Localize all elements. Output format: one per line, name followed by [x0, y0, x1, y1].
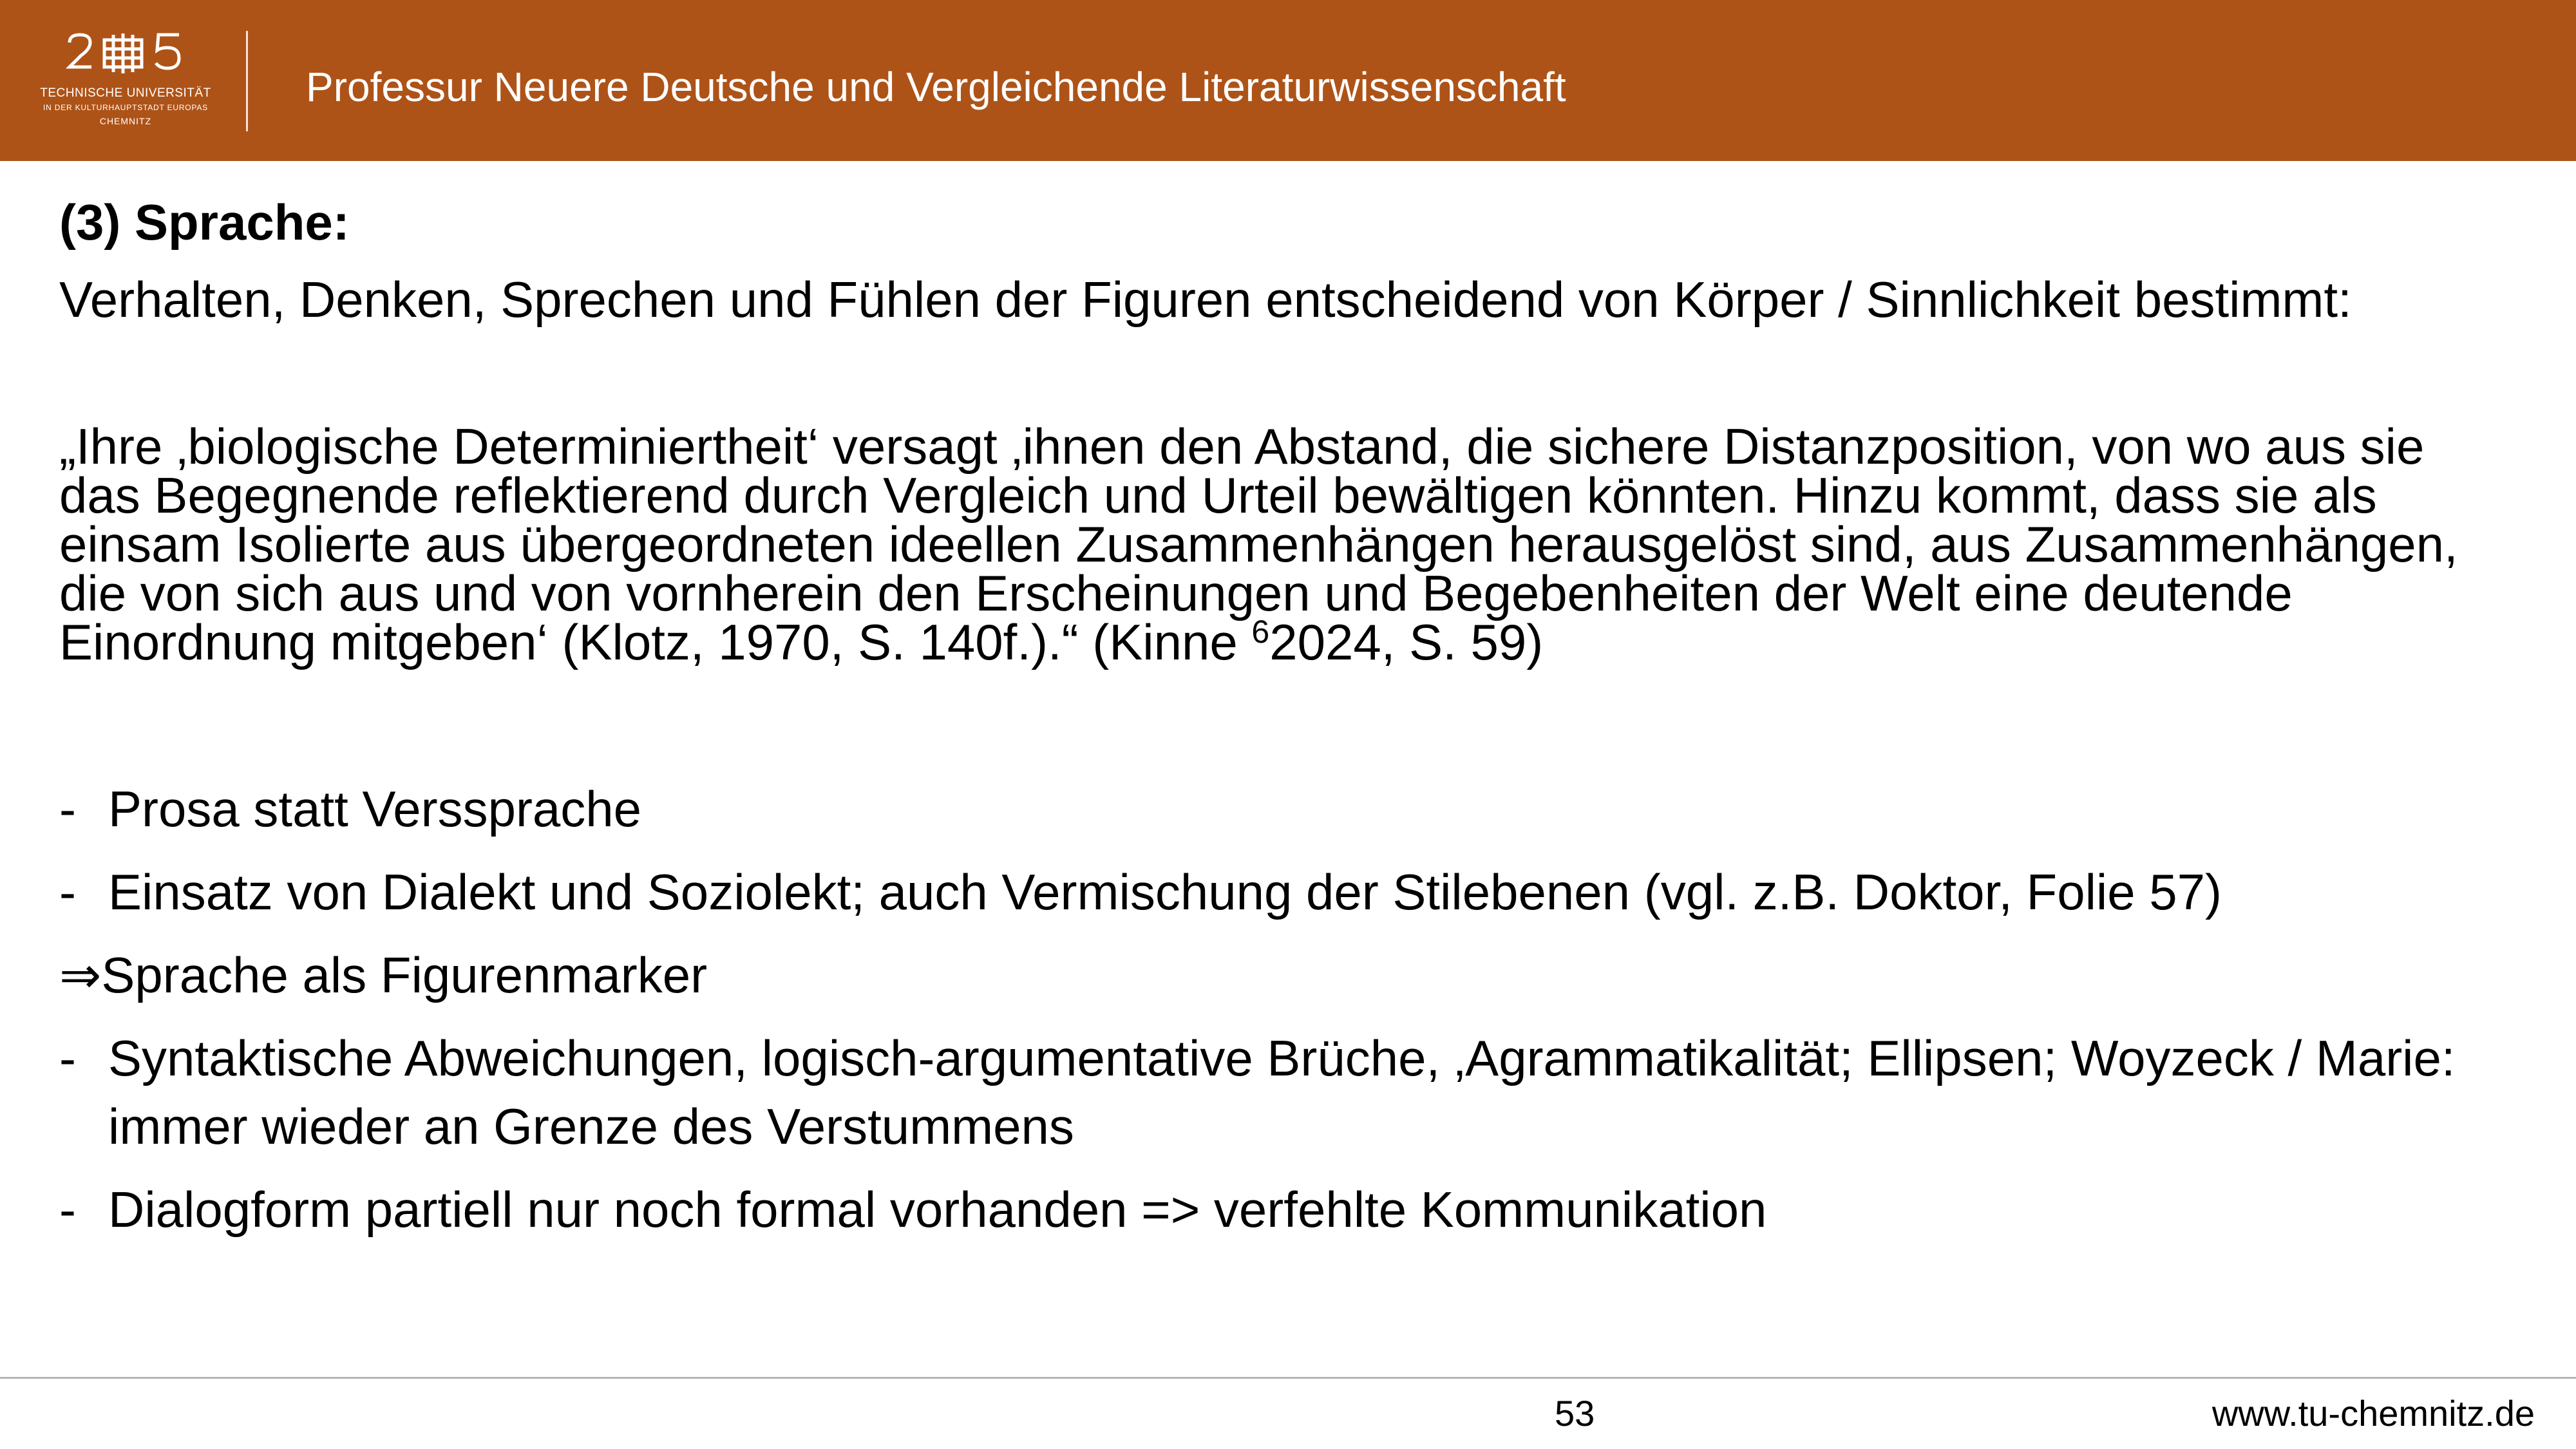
list-item-text: Prosa statt Verssprache	[108, 781, 642, 837]
list-item	[59, 858, 2222, 926]
bullet-dash: -	[59, 781, 76, 837]
footer-url: www.tu-chemnitz.de	[2211, 1393, 2535, 1434]
footer-divider	[0, 1377, 2576, 1379]
implies-arrow-icon: ⇒	[59, 947, 102, 1003]
citation-year: 2024, S. 59)	[1269, 614, 1544, 670]
list-item-conclusion	[59, 941, 707, 1009]
list-item	[59, 775, 641, 843]
logo-text-capital: IN DER KULTURHAUPTSTADT EUROPAS	[43, 103, 208, 112]
list-item-text: Einsatz von Dialekt und Soziolekt; auch Vermischung der Stilebenen (vgl. z.B. Doktor, Folie 57)	[108, 864, 2222, 920]
bullet-dash: -	[59, 1030, 76, 1086]
university-logo-icon	[64, 31, 187, 76]
list-item-text: Sprache als Figurenmarker	[101, 947, 708, 1003]
logo-text-university: TECHNISCHE UNIVERSITÄT	[40, 86, 211, 100]
header-bar	[0, 0, 2576, 161]
quote-line: „Ihre ‚biologische Determiniertheit‘ versagt ‚ihnen den Abstand, die sichere Distanzposition, von wo aus sie	[59, 418, 2425, 475]
block-quote	[59, 418, 2545, 673]
bullet-dash: -	[59, 1181, 76, 1238]
citation-text: Einordnung mitgeben‘ (Klotz, 1970, S. 140f.).“ (Kinne	[59, 614, 1252, 670]
list-item-text: Dialogform partiell nur noch formal vorhanden => verfehlte Kommunikation	[108, 1181, 1767, 1238]
slide-heading: (3) Sprache:	[59, 194, 350, 251]
quote-line: einsam Isolierte aus übergeordneten ideellen Zusammenhängen herausgelöst sind, aus Zusammenhängen,	[59, 516, 2458, 573]
list-item-text-continued: immer wieder an Grenze des Verstummens	[108, 1098, 1074, 1155]
quote-line-citation	[59, 614, 2545, 673]
list-item	[59, 1175, 1766, 1244]
lead-sentence: Verhalten, Denken, Sprechen und Fühlen der Figuren entscheidend von Körper / Sinnlichkeit bestimmt:	[59, 271, 2352, 328]
page-number: 53	[1555, 1393, 1595, 1434]
bullet-dash: -	[59, 864, 76, 920]
quote-line: die von sich aus und von vornherein den Erscheinungen und Begebenheiten der Welt eine deutende	[59, 565, 2293, 621]
header-divider	[246, 31, 248, 131]
list-item-text: Syntaktische Abweichungen, logisch-argumentative Brüche, ‚Agrammatikalität; Ellipsen; Woyzeck / Marie:	[108, 1030, 2456, 1086]
logo-text-city: CHEMNITZ	[99, 116, 152, 126]
quote-line: das Begegnende reflektierend durch Vergleich und Urteil bewältigen könnten. Hinzu kommt, dass sie als	[59, 467, 2377, 524]
header-title: Professur Neuere Deutsche und Vergleichende Literaturwissenschaft	[306, 64, 1566, 110]
list-item	[59, 1024, 2456, 1160]
edition-superscript: 6	[1251, 614, 1270, 650]
tu-chemnitz-logo	[35, 31, 216, 134]
